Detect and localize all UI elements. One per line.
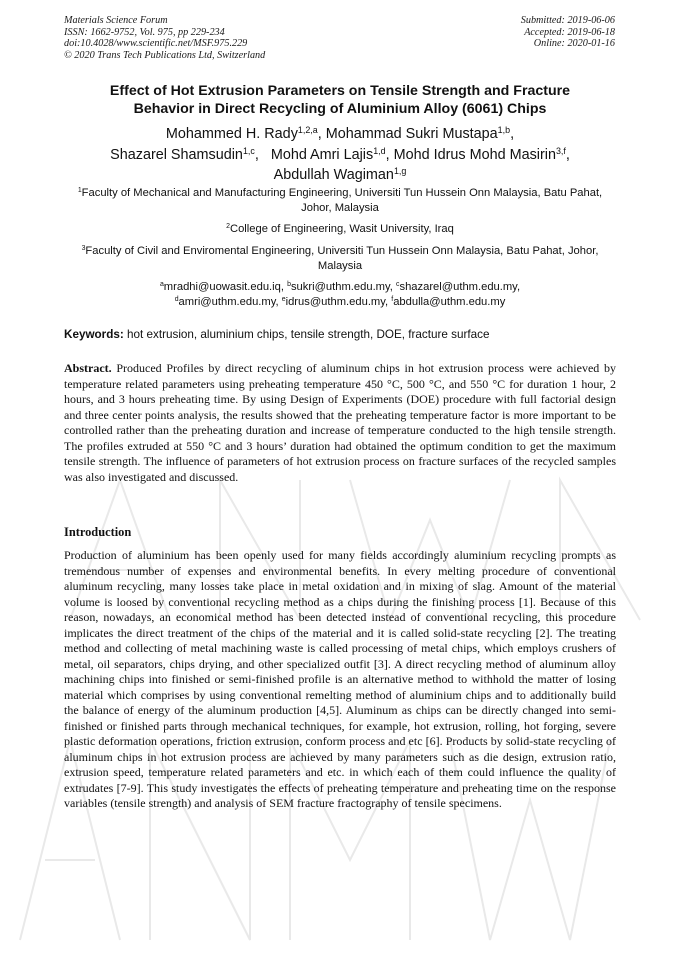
title-line-1: Effect of Hot Extrusion Parameters on Tensile Strength and Fracture	[109, 83, 571, 99]
author-separator: ,	[317, 126, 326, 142]
journal-issn: ISSN: 1662-9752, Vol. 975, pp 229-234	[64, 26, 225, 38]
email-mark: b	[287, 281, 291, 289]
email-list	[64, 280, 616, 309]
affiliation-mark: 1	[77, 187, 82, 195]
paper-title	[64, 82, 616, 118]
email-link[interactable]: idrus@uthm.edu.my	[285, 295, 386, 308]
email-mark: f	[391, 295, 394, 303]
author-separator: ,	[385, 146, 394, 163]
author-name: Mohammad Sukri Mustapa	[325, 126, 498, 142]
keywords-line	[64, 327, 616, 342]
journal-name: Materials Science Forum	[64, 15, 168, 26]
abstract-label: Abstract.	[64, 361, 112, 375]
affiliation-mark: 2	[226, 223, 230, 231]
date-accepted: Accepted: 2019-06-18	[524, 26, 615, 38]
email-separator: ,	[385, 295, 392, 308]
keywords-label: Keywords:	[64, 328, 124, 341]
introduction-heading: Introduction	[64, 525, 132, 539]
affiliation-text: College of Engineering, Wasit University, Iraq	[230, 223, 454, 235]
author-name: Abdullah Wagiman	[273, 167, 394, 183]
keywords-text: hot extrusion, aluminium chips, tensile strength, DOE, fracture surface	[123, 328, 490, 341]
author-separator: ,	[254, 146, 267, 163]
author-name: Mohammed H. Rady	[165, 126, 298, 142]
affiliation-mark: 3	[81, 245, 86, 253]
email-link[interactable]: mradhi@uowasit.edu.iq	[163, 281, 281, 293]
affiliation-1	[64, 186, 616, 215]
author-separator: ,	[565, 146, 570, 163]
email-line-2	[64, 295, 616, 310]
email-line-1	[64, 280, 616, 295]
journal-copyright: © 2020 Trans Tech Publications Ltd, Switzerland	[64, 49, 266, 61]
author-affil-mark: 1,g	[393, 166, 407, 177]
author-name: Shazarel Shamsudin	[110, 146, 243, 163]
author-line-1	[64, 124, 616, 145]
author-name: Mohd Idrus Mohd Masirin	[393, 146, 556, 163]
email-link[interactable]: sukri@uthm.edu.my	[290, 281, 390, 293]
email-mark: d	[174, 295, 179, 303]
affiliation-text: Faculty of Civil and Enviromental Engineering, Universiti Tun Hussein Onn Malaysia, Batu Pahat, Johor, Malaysia	[85, 245, 599, 272]
journal-doi: doi:10.4028/www.scientific.net/MSF.975.229	[64, 38, 248, 50]
author-separator: ,	[510, 126, 515, 142]
author-name: Mohd Amri Lajis	[270, 146, 374, 163]
author-affil-mark: 3,f	[555, 145, 566, 156]
email-link[interactable]: amri@uthm.edu.my	[178, 295, 276, 308]
abstract-text: Produced Profiles by direct recycling of aluminum chips in hot extrusion process were achieved by temperature related parameters using preheating temperature 450 °C, 500 °C, and 550 °C for duration 1 hour, 2 hours, and 3 hours preheating time. By using Design of Experiments (DOE) procedure with full factorial design and three center points analysis, the results showed that the preheating temperature factor is more important to be controlled rather than the preheating duration and increase of temperature conducted to the high tensile strength. The profiles extruded at 550 °C and 3 hours’ duration had obtained the optimum condition to get the maximum tensile strength. The influence of parameters of hot extrusion process on fracture surfaces of the recycled samples was also investigated and discussed.	[64, 361, 616, 484]
author-affil-mark: 1,b	[497, 125, 511, 136]
author-affil-mark: 1,c	[242, 145, 255, 156]
author-line-2	[64, 145, 616, 166]
date-online: Online: 2020-01-16	[533, 38, 615, 50]
email-separator: ,	[275, 295, 282, 308]
affiliation-text: Faculty of Mechanical and Manufacturing Engineering, Universiti Tun Hussein Onn Malaysia, Batu Pahat, Johor, Malaysia	[81, 187, 603, 214]
submission-dates	[521, 15, 615, 50]
title-line-2: Behavior in Direct Recycling of Aluminium Alloy (6061) Chips	[133, 101, 547, 117]
abstract-paragraph	[64, 361, 616, 485]
journal-info	[64, 15, 265, 61]
email-link[interactable]: shazarel@uthm.edu.my	[399, 281, 517, 293]
email-link[interactable]: abdulla@uthm.edu.my	[393, 295, 506, 308]
email-mark: e	[281, 295, 286, 303]
date-submitted: Submitted: 2019-06-06	[520, 15, 615, 26]
email-mark: c	[396, 281, 400, 289]
author-list	[64, 124, 616, 186]
author-line-3	[64, 165, 616, 186]
author-affil-mark: 1,d	[373, 145, 386, 156]
email-separator: ,	[389, 281, 396, 293]
email-mark: a	[159, 281, 164, 289]
affiliation-3	[64, 244, 616, 273]
author-affil-mark: 1,2,a	[297, 125, 318, 136]
introduction-paragraph: Production of aluminium has been openly used for many fields accordingly aluminium recycling prompts as tremendous number of expenses and environmental benefits. In every melting procedure of conventional aluminum recycling, many losses take place in metal oxidation and in mixing of slag. Amount of the material volume is loosed by conventional recycling method as a chips during the finishing process [1]. Because of this reason, nowadays, an economical method has been detected instead of conventional recycling, this procedure implicates the direct treatment of the chips of the material and it is called solid-state recycling [2]. The treating method and collecting of metal machining waste is called processing of metal chips, which employs crushers of metal, oil separators, chips drying, and other specialized outfit [3]. A direct recycling method of aluminum alloy machining chips into finished or semi-finished profile is an alternative method to withhold the matter of losing material which comprises by using conventional remelting method of aluminium chips and to additionally build the balance of energy of the aluminum production [4,5]. Aluminum as chips can be directly changed into semi-finished or finished parts through mechanical techniques, for example, hot extrusion, rolling, hot forging, severe plastic deformation operations, friction extrusion, conform process and etc [6]. Products by solid-state recycling of aluminum chips in hot extrusion process are achieved by many parameters such as die design, extrusion ratio, extrusion speed, temperature related parameters and etc. in which each of them could influence the quality of extrudates [7-9]. This study investigates the effects of preheating temperature and preheating time on the response variables (tensile strength) and analysis of SEM fracture fractography of tensile specimens.	[64, 548, 616, 810]
email-separator: ,	[516, 281, 521, 293]
affiliation-2	[64, 222, 616, 237]
email-separator: ,	[280, 281, 288, 293]
